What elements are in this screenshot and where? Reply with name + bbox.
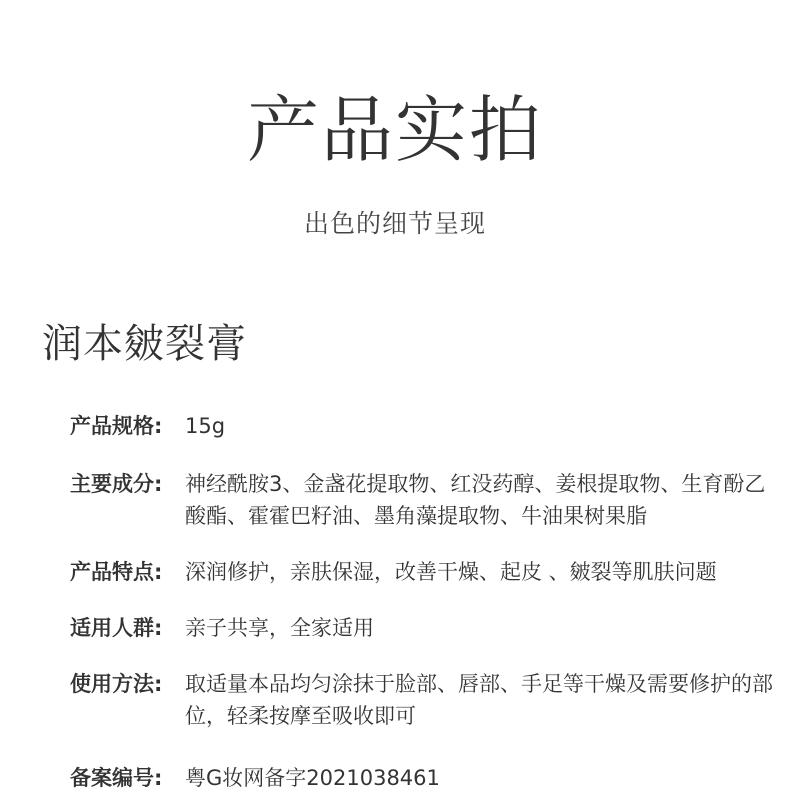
spec-row-size <box>70 410 775 442</box>
spec-value-size: 15g <box>185 414 226 438</box>
page-header <box>0 88 790 240</box>
spec-label-usage: 使用方法: <box>70 672 163 696</box>
spec-row-audience <box>70 612 775 644</box>
spec-row-ingredients <box>70 468 775 532</box>
spec-row-usage <box>70 668 775 732</box>
spec-list <box>70 410 775 794</box>
page-title: 产品实拍 <box>246 88 543 172</box>
spec-value-audience: 亲子共享，全家适用 <box>185 616 374 640</box>
spec-value-usage: 取适量本品均匀涂抹于脸部、唇部、手足等干燥及需要修护的部位，轻柔按摩至吸收即可 <box>185 672 773 728</box>
spec-value-record-number: 粤G妆网备字2021038461 <box>185 766 440 790</box>
spec-row-features <box>70 556 775 588</box>
product-name: 润本皴裂膏 <box>42 321 247 367</box>
spec-label-size: 产品规格: <box>70 414 163 438</box>
page-subtitle: 出色的细节呈现 <box>303 209 486 238</box>
spec-label-ingredients: 主要成分: <box>70 472 163 496</box>
spec-label-features: 产品特点: <box>70 560 163 584</box>
spec-label-audience: 适用人群: <box>70 616 163 640</box>
spec-value-ingredients: 神经酰胺3、金盏花提取物、红没药醇、姜根提取物、生育酚乙酸酯、霍霍巴籽油、墨角藻提取物、牛油果树果脂 <box>185 472 766 528</box>
spec-label-record-number: 备案编号: <box>70 766 163 790</box>
spec-value-features: 深润修护，亲肤保湿，改善干燥、起皮 、皴裂等肌肤问题 <box>185 560 717 584</box>
spec-row-record-number <box>70 762 775 794</box>
